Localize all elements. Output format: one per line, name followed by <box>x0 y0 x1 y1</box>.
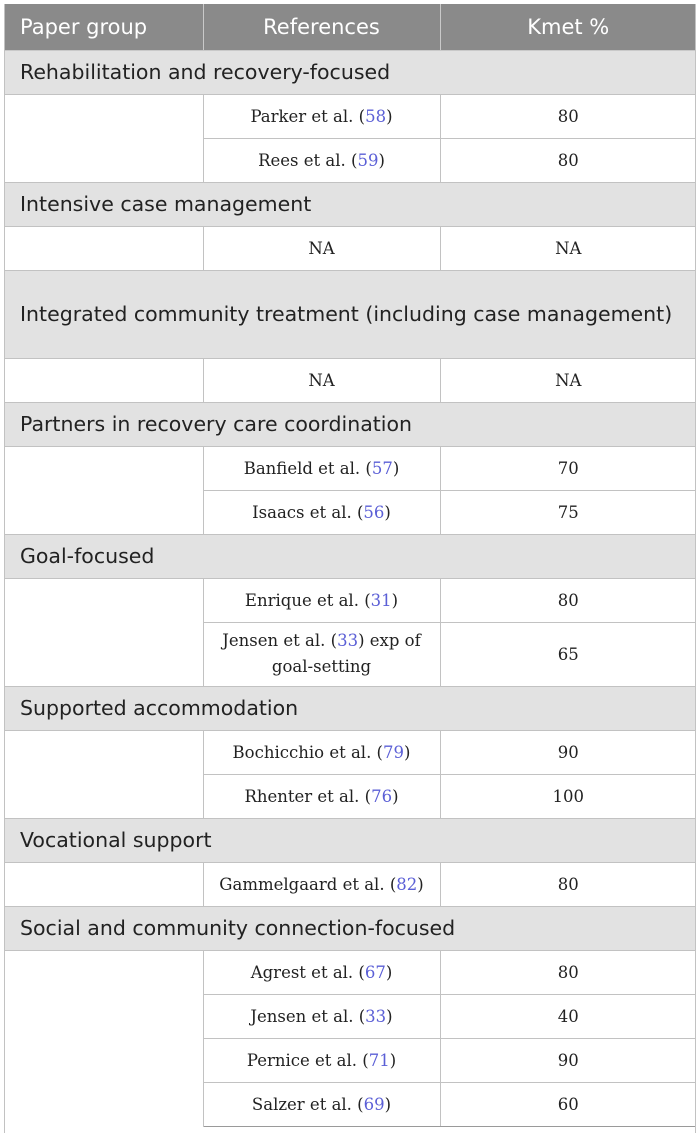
group-title: Integrated community treatment (including case management) <box>4 270 696 358</box>
group-row <box>4 270 696 358</box>
table-row <box>4 950 696 994</box>
group-spacer <box>4 94 203 182</box>
kmet-cell: 70 <box>440 446 696 490</box>
header-paper-group: Paper group <box>4 4 203 50</box>
kmet-cell: 90 <box>440 730 696 774</box>
kmet-cell: 80 <box>440 94 696 138</box>
kmet-cell: 65 <box>440 622 696 686</box>
group-row <box>4 182 696 226</box>
kmet-cell: 80 <box>440 138 696 182</box>
group-spacer <box>4 578 203 686</box>
reference-cell: Gammelgaard et al. (82) <box>203 862 440 906</box>
table-row <box>4 94 696 138</box>
table-row <box>4 578 696 622</box>
header-row <box>4 4 696 50</box>
citation-link[interactable]: 71 <box>368 1050 390 1070</box>
header-references: References <box>203 4 440 50</box>
group-spacer <box>4 730 203 818</box>
citation-link[interactable]: 33 <box>365 1006 387 1026</box>
header-kmet: Kmet % <box>440 4 696 50</box>
reference-cell: Pernice et al. (71) <box>203 1038 440 1082</box>
kmet-cell: 75 <box>440 490 696 534</box>
reference-cell: Agrest et al. (67) <box>203 950 440 994</box>
group-title: Partners in recovery care coordination <box>4 402 696 446</box>
citation-link[interactable]: 82 <box>396 874 418 894</box>
group-spacer <box>4 862 203 906</box>
group-row <box>4 818 696 862</box>
group-spacer <box>4 950 203 1126</box>
group-title: Rehabilitation and recovery-focused <box>4 50 696 94</box>
kmet-cell: NA <box>440 358 696 402</box>
table-row <box>4 358 696 402</box>
table-row <box>4 730 696 774</box>
group-row <box>4 402 696 446</box>
reference-cell: Enrique et al. (31) <box>203 578 440 622</box>
reference-cell: Isaacs et al. (56) <box>203 490 440 534</box>
citation-link[interactable]: 67 <box>364 962 386 982</box>
group-row <box>4 906 696 950</box>
kmet-cell: 100 <box>440 774 696 818</box>
reference-cell: Rees et al. (59) <box>203 138 440 182</box>
reference-cell: Jensen et al. (33) <box>203 994 440 1038</box>
kmet-cell: 90 <box>440 1038 696 1082</box>
table-row <box>4 862 696 906</box>
group-title: Social and community connection-focused <box>4 906 696 950</box>
kmet-cell: 80 <box>440 862 696 906</box>
kmet-cell: 80 <box>440 578 696 622</box>
kmet-cell: 60 <box>440 1082 696 1126</box>
reference-cell: Salzer et al. (69) <box>203 1082 440 1126</box>
group-spacer <box>4 446 203 534</box>
citation-link[interactable]: 31 <box>370 590 392 610</box>
citation-link[interactable]: 58 <box>365 106 387 126</box>
kmet-cell: 80 <box>440 950 696 994</box>
reference-cell: Jensen et al. (33) exp of goal-setting <box>203 622 440 686</box>
group-row <box>4 50 696 94</box>
kmet-cell: NA <box>440 226 696 270</box>
kmet-quality-table <box>4 4 696 1127</box>
table-row <box>4 226 696 270</box>
group-row <box>4 686 696 730</box>
reference-cell: NA <box>203 358 440 402</box>
group-spacer <box>4 226 203 270</box>
group-title: Supported accommodation <box>4 686 696 730</box>
kmet-cell: 40 <box>440 994 696 1038</box>
reference-cell: Rhenter et al. (76) <box>203 774 440 818</box>
table-row <box>4 446 696 490</box>
group-title: Goal-focused <box>4 534 696 578</box>
citation-link[interactable]: 59 <box>357 150 379 170</box>
reference-cell: Parker et al. (58) <box>203 94 440 138</box>
citation-link[interactable]: 57 <box>371 458 393 478</box>
reference-cell: NA <box>203 226 440 270</box>
citation-link[interactable]: 76 <box>371 786 393 806</box>
group-title: Vocational support <box>4 818 696 862</box>
reference-cell: Banfield et al. (57) <box>203 446 440 490</box>
group-spacer <box>4 358 203 402</box>
group-row <box>4 534 696 578</box>
group-title: Intensive case management <box>4 182 696 226</box>
citation-link[interactable]: 33 <box>337 631 359 650</box>
reference-cell: Bochicchio et al. (79) <box>203 730 440 774</box>
citation-link[interactable]: 79 <box>383 742 404 762</box>
citation-link[interactable]: 69 <box>363 1094 385 1114</box>
citation-link[interactable]: 56 <box>363 502 385 522</box>
